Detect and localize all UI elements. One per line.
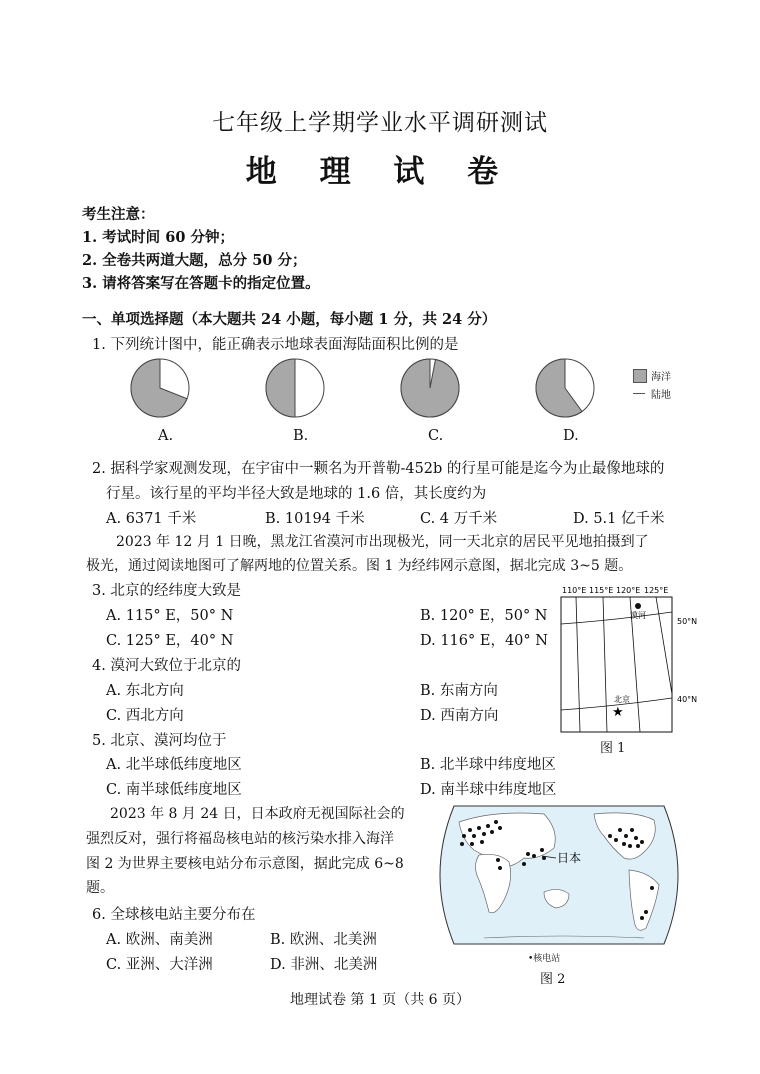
notice-item: 3. 请将答案写在答题卡的指定位置。 [82, 275, 320, 292]
meridian-line [576, 597, 580, 732]
q3-option-a[interactable]: A. 115° E，50° N [106, 608, 234, 624]
lon-label: 115°E [589, 586, 614, 595]
pie-ocean-slice [401, 359, 459, 417]
q6-option-d[interactable]: D. 非洲、北美洲 [270, 957, 378, 973]
passage-2-line: 题。 [86, 880, 114, 896]
q6-option-c[interactable]: C. 亚洲、大洋洲 [106, 957, 213, 973]
meridian-line [656, 597, 672, 694]
pie-chart-a [131, 359, 189, 417]
q1-pie-charts [120, 352, 720, 426]
q2-option-d[interactable]: D. 5.1 亿千米 [573, 511, 665, 527]
q1-option-b[interactable]: B. [293, 428, 309, 444]
question-1-stem: 1. 下列统计图中，能正确表示地球表面海陆面积比例的是 [92, 337, 459, 353]
lat-label: 50°N [677, 617, 698, 626]
figure-1-graticule-map [556, 584, 706, 734]
passage-1-line: 极光，通过阅读地图可了解两地的位置关系。图 1 为经纬网示意图，据北完成 3~5 题。 [86, 558, 633, 574]
figure-1-caption: 图 1 [600, 741, 626, 756]
q6-option-a[interactable]: A. 欧洲、南美洲 [106, 932, 213, 948]
q4-option-a[interactable]: A. 东北方向 [106, 683, 184, 699]
passage-2-line: 2023 年 8 月 24 日，日本政府无视国际社会的 [110, 806, 405, 822]
question-2-stem: 2. 据科学家观测发现，在宇宙中一颗名为开普勒-452b 的行星可能是迄今为止最像地球的 [92, 461, 665, 477]
passage-2-line: 图 2 为世界主要核电站分布示意图，据此完成 6~8 [86, 856, 404, 872]
question-3-stem: 3. 北京的经纬度大致是 [92, 583, 241, 599]
mohe-label: 漠河 [630, 611, 646, 620]
q1-option-c[interactable]: C. [428, 428, 444, 444]
q3-option-c[interactable]: C. 125° E，40° N [106, 633, 234, 649]
exam-title: 地 理 试 卷 [245, 154, 515, 190]
exam-subtitle: 七年级上学期学业水平调研测试 [212, 110, 548, 136]
lon-label: 110°E [562, 586, 587, 595]
q5-option-a[interactable]: A. 北半球低纬度地区 [106, 757, 242, 773]
q2-option-c[interactable]: C. 4 万千米 [420, 511, 498, 527]
pie-ocean-slice [266, 359, 295, 417]
meridian-line [603, 597, 607, 732]
lon-label: 125°E [644, 586, 669, 595]
legend-ocean-label: 海洋 [651, 372, 671, 383]
q6-option-b[interactable]: B. 欧洲、北美洲 [270, 932, 377, 948]
q3-option-b[interactable]: B. 120° E，50° N [420, 608, 548, 624]
q4-option-d[interactable]: D. 西南方向 [420, 708, 499, 724]
lat-label: 40°N [677, 695, 698, 704]
q5-option-d[interactable]: D. 南半球中纬度地区 [420, 782, 557, 798]
pie-chart-b [266, 359, 324, 417]
japan-label: 日本 [557, 851, 582, 865]
pie-chart-c [401, 359, 459, 417]
legend-land-swatch [633, 393, 645, 394]
lon-label: 120°E [616, 586, 641, 595]
pie-chart-d [536, 359, 594, 417]
notice-item: 1. 考试时间 60 分钟； [82, 229, 234, 246]
section-heading: 一、单项选择题（本大题共 24 小题，每小题 1 分，共 24 分） [82, 311, 497, 328]
question-5-stem: 5. 北京、漠河均位于 [92, 733, 227, 749]
legend-land-label: 陆地 [651, 390, 671, 401]
question-2-stem-cont: 行星。该行星的平均半径大致是地球的 1.6 倍，其长度约为 [106, 486, 487, 502]
q5-option-c[interactable]: C. 南半球低纬度地区 [106, 782, 242, 798]
notice-item: 2. 全卷共两道大题，总分 50 分； [82, 252, 307, 269]
beijing-label: 北京 [614, 695, 630, 704]
question-4-stem: 4. 漠河大致位于北京的 [92, 658, 241, 674]
legend-ocean-swatch [633, 369, 647, 383]
mohe-dot [635, 603, 641, 609]
figure-2-legend: •核电站 [528, 954, 561, 964]
beijing-star-icon: ★ [612, 705, 624, 720]
figure-2-world-map [424, 800, 694, 950]
q3-option-d[interactable]: D. 116° E，40° N [420, 633, 548, 649]
q1-option-d[interactable]: D. [563, 428, 579, 444]
q5-option-b[interactable]: B. 北半球中纬度地区 [420, 757, 556, 773]
passage-1-line: 2023 年 12 月 1 日晚，黑龙江省漠河市出现极光，同一天北京的居民平见地拍摄到了 [116, 534, 649, 550]
notice-heading: 考生注意： [82, 206, 155, 223]
q2-option-a[interactable]: A. 6371 千米 [106, 511, 197, 527]
parallel-line [561, 612, 672, 624]
question-6-stem: 6. 全球核电站主要分布在 [92, 907, 256, 923]
q2-option-b[interactable]: B. 10194 千米 [265, 511, 365, 527]
q4-option-b[interactable]: B. 东南方向 [420, 683, 498, 699]
q1-option-a[interactable]: A. [158, 428, 174, 444]
page-footer: 地理试卷 第 1 页（共 6 页） [289, 992, 471, 1008]
passage-2-line: 强烈反对，强行将福岛核电站的核污染水排入海洋 [86, 831, 394, 847]
q4-option-c[interactable]: C. 西北方向 [106, 708, 184, 724]
figure-2-caption: 图 2 [540, 972, 566, 987]
